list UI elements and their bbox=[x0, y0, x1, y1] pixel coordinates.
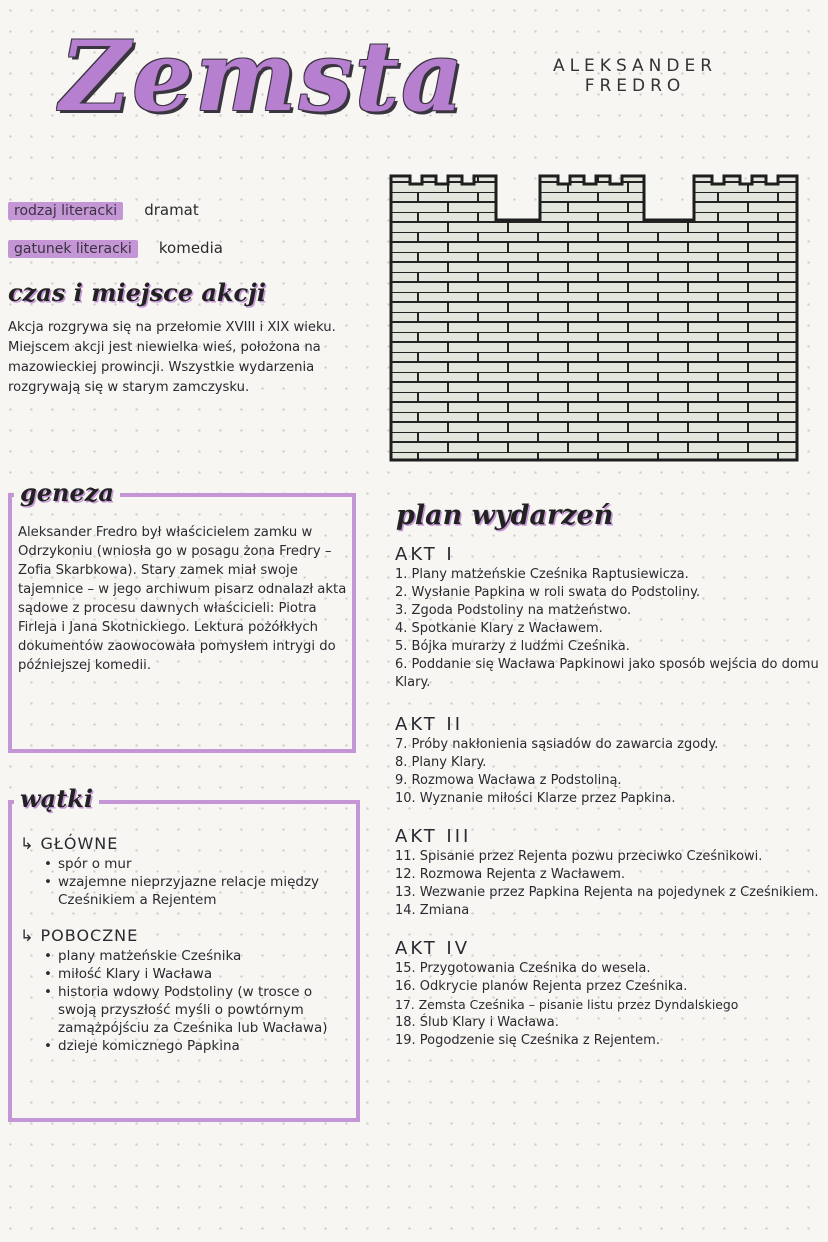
rodzaj-value: dramat bbox=[144, 201, 199, 219]
event-item: 2. Wysłanie Papkina w roli swata do Podstoliny. bbox=[395, 585, 701, 600]
gatunek-row bbox=[8, 238, 223, 257]
act-label: AKT IV bbox=[395, 938, 471, 959]
event-item: 12. Rozmowa Rejenta z Wacławem. bbox=[395, 867, 626, 882]
list-item: • dzieje komicznego Papkina bbox=[44, 1037, 354, 1055]
watki-poboczne-label: POBOCZNE bbox=[40, 926, 139, 945]
watki-poboczne-list bbox=[44, 947, 354, 1055]
plan-list bbox=[395, 544, 820, 1050]
event-item: 1. Plany matżeńskie Cześnika Raptusiewicza. bbox=[395, 567, 689, 582]
watki-heading: wątki bbox=[14, 784, 99, 813]
event-item: 14. Zmiana bbox=[395, 903, 470, 918]
czas-heading: czas i miejsce akcji bbox=[8, 278, 266, 307]
event-item: 9. Rozmowa Wacława z Podstoliną. bbox=[395, 773, 622, 788]
event-item: 13. Wezwanie przez Papkina Rejenta na pojedynek z Cześnikiem. bbox=[395, 885, 819, 900]
rodzaj-label: rodzaj literacki bbox=[8, 202, 123, 220]
watki-glowne-label: GŁÓWNE bbox=[40, 834, 119, 853]
rodzaj-row bbox=[8, 200, 199, 219]
list-item: • miłość Klary i Wacława bbox=[44, 965, 354, 983]
plan-heading: plan wydarzeń bbox=[396, 500, 614, 531]
list-item: • wzajemne nieprzyjazne relacje między Cześnikiem a Rejentem bbox=[44, 873, 354, 909]
author-first-name: ALEKSANDER bbox=[552, 56, 718, 76]
event-item: 19. Pogodzenie się Cześnika z Rejentem. bbox=[395, 1033, 660, 1048]
event-item: 8. Plany Klary. bbox=[395, 755, 487, 770]
list-item: • plany matżeńskie Cześnika bbox=[44, 947, 354, 965]
event-item: 4. Spotkanie Klary z Wacławem. bbox=[395, 621, 603, 636]
event-item: 5. Bójka murarzy z ludźmi Cześnika. bbox=[395, 639, 630, 654]
act-label: AKT III bbox=[395, 826, 472, 847]
list-item: • spór o mur bbox=[44, 855, 354, 873]
watki-poboczne-row bbox=[20, 925, 354, 947]
gatunek-value: komedia bbox=[158, 239, 223, 257]
arrow-icon: ↳ bbox=[20, 834, 41, 853]
act-label: AKT II bbox=[395, 714, 464, 735]
act-4 bbox=[395, 938, 820, 1050]
czas-text: Akcja rozgrywa się na przełomie XVIII i XIX wieku. Miejscem akcji jest niewielka wieś, położona na mazowieckiej prowincji. Wszystkie wydarzenia rozgrywają się w starym zamczysku. bbox=[8, 320, 336, 395]
event-item: 16. Odkrycie planów Rejenta przez Cześnika. bbox=[395, 979, 688, 994]
watki-content bbox=[20, 833, 354, 1055]
list-item: • historia wdowy Podstoliny (w trosce o swoją przyszłość myśli o powtórnym zamążpójściu za Cześnika lub Wacława) bbox=[44, 983, 354, 1037]
author-last-name: FREDRO bbox=[584, 76, 686, 96]
arrow-icon: ↳ bbox=[20, 926, 41, 945]
castle-wall-shape bbox=[391, 176, 797, 460]
gatunek-label: gatunek literacki bbox=[8, 240, 138, 258]
page-title: Zemsta bbox=[60, 20, 466, 133]
event-item: 17. Zemsta Cześnika – pisanie listu przez Dyndalskiego bbox=[395, 997, 739, 1012]
act-label: AKT I bbox=[395, 544, 455, 565]
castle-wall-illustration bbox=[388, 172, 800, 464]
event-item: 18. Ślub Klary i Wacława. bbox=[395, 1015, 559, 1030]
event-item: 11. Spisanie przez Rejenta pozwu przeciwko Cześnikowi. bbox=[395, 849, 763, 864]
geneza-text: Aleksander Fredro był właścicielem zamku w Odrzykoniu (wniosła go w posagu żona Fredry – Zofia Skarbkowa). Stary zamek miał swoje tajemnice – w jego archiwum pisarz odnalazł akta sądowe z procesu dawnych właścicieli: Piotra Firleja i Jana Skotnickiego. Lektura pożółkłych dokumentów zaowocowała pomysłem intrygi do późniejszej komedii. bbox=[18, 525, 347, 673]
geneza-heading: geneza bbox=[14, 478, 120, 507]
act-3 bbox=[395, 826, 820, 920]
watki-glowne-row bbox=[20, 833, 354, 855]
watki-glowne-list bbox=[44, 855, 354, 909]
event-item: 6. Poddanie się Wacława Papkinowi jako sposób wejścia do domu Klary. bbox=[395, 657, 819, 690]
event-item: 15. Przygotowania Cześnika do wesela. bbox=[395, 961, 651, 976]
event-item: 3. Zgoda Podstoliny na matżeństwo. bbox=[395, 603, 632, 618]
author bbox=[520, 56, 750, 96]
act-2 bbox=[395, 714, 820, 808]
event-item: 7. Próby nakłonienia sąsiadów do zawarcia zgody. bbox=[395, 737, 719, 752]
act-1 bbox=[395, 544, 820, 692]
event-item: 10. Wyznanie miłości Klarze przez Papkina. bbox=[395, 791, 676, 806]
